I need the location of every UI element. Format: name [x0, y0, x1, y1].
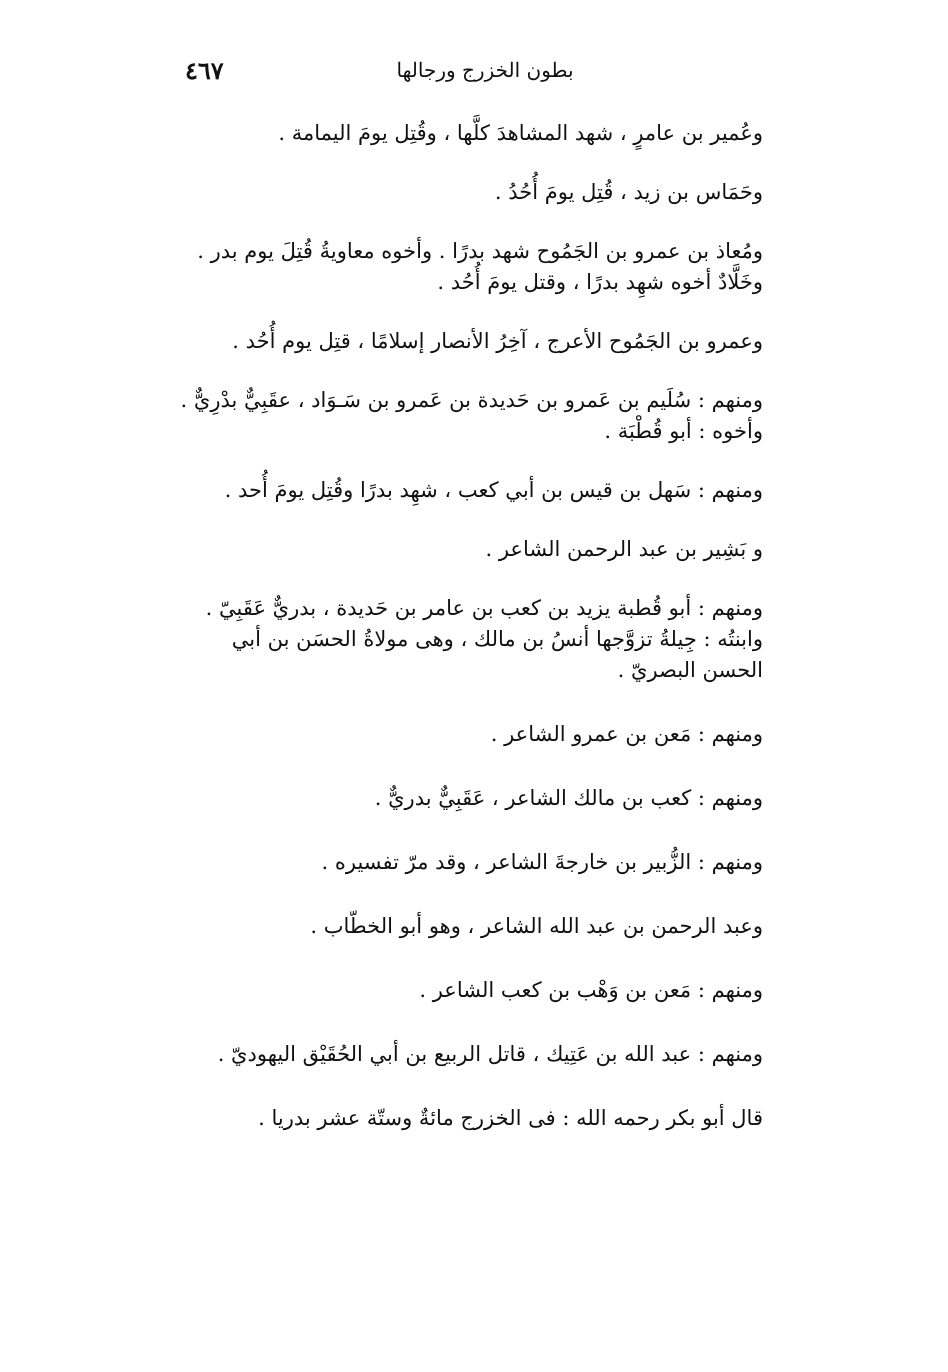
- paragraph: ومنهم : أبو قُطبة يزيد بن كعب بن عامر بن حَديدة ، بدريٌّ عَقَبِيّ . وابنتُه : جِيلةُ تزوَّجها أنسُ بن مالك ، وهى مولاةُ الحسَن بن أبي الحسن البصريّ .: [205, 596, 763, 682]
- running-title: بطون الخزرج ورجالها: [396, 58, 574, 82]
- page-header: [175, 52, 785, 92]
- paragraph: وعبد الرحمن بن عبد الله الشاعر ، وهو أبو الخطّاب .: [310, 914, 763, 938]
- paragraph: وعُمير بن عامرٍ ، شهد المشاهدَ كلَّها ، وقُتِل يومَ اليمامة .: [278, 121, 763, 145]
- paragraph: و بَشِير بن عبد الرحمن الشاعر .: [485, 537, 763, 561]
- paragraph: وعمرو بن الجَمُوح الأعرج ، آخِرُ الأنصار إسلامًا ، قتِل يوم أُحُد .: [232, 329, 763, 353]
- page-number: ٤٦٧: [185, 56, 224, 85]
- paragraph: ومنهم : كعب بن مالك الشاعر ، عَقَبِيٌّ بدريٌّ .: [374, 786, 763, 810]
- paragraph: ومنهم : مَعن بن عمرو الشاعر .: [490, 722, 763, 746]
- paragraph: ومنهم : عبد الله بن عَتِيك ، قاتل الربيع بن أبي الحُقَيْق اليهوديّ .: [217, 1042, 763, 1066]
- paragraph: ومنهم : سُلَيم بن عَمرو بن حَديدة بن عَمرو بن سَـوَاد ، عقَبِيٌّ بدْرِيٌّ . وأخوه : أبو قُطْبَة .: [180, 388, 763, 443]
- paragraph: وحَمَاس بن زيد ، قُتِل يومَ أُحُدُ .: [494, 180, 763, 204]
- paragraph: ومنهم : سَهل بن قيس بن أبي كعب ، شهِد بدرًا وقُتِل يومَ أُحد .: [224, 478, 763, 502]
- paragraph: قال أبو بكر رحمه الله : فى الخزرج مائةٌ وستّة عشر بدريا .: [258, 1106, 763, 1130]
- paragraph: ومنهم : مَعن بن وَهْب بن كعب الشاعر .: [419, 978, 763, 1002]
- paragraph: ومنهم : الزُّبير بن خارجةَ الشاعر ، وقد مرّ تفسيره .: [321, 850, 763, 874]
- paragraph: ومُعاذ بن عمرو بن الجَمُوح شهد بدرًا . وأخوه معاويةُ قُتِلَ يوم بدر . وخَلَّادٌ أخوه شهِد بدرًا ، وقتل يومَ أُحُد .: [197, 239, 763, 294]
- page-body: [165, 118, 805, 1134]
